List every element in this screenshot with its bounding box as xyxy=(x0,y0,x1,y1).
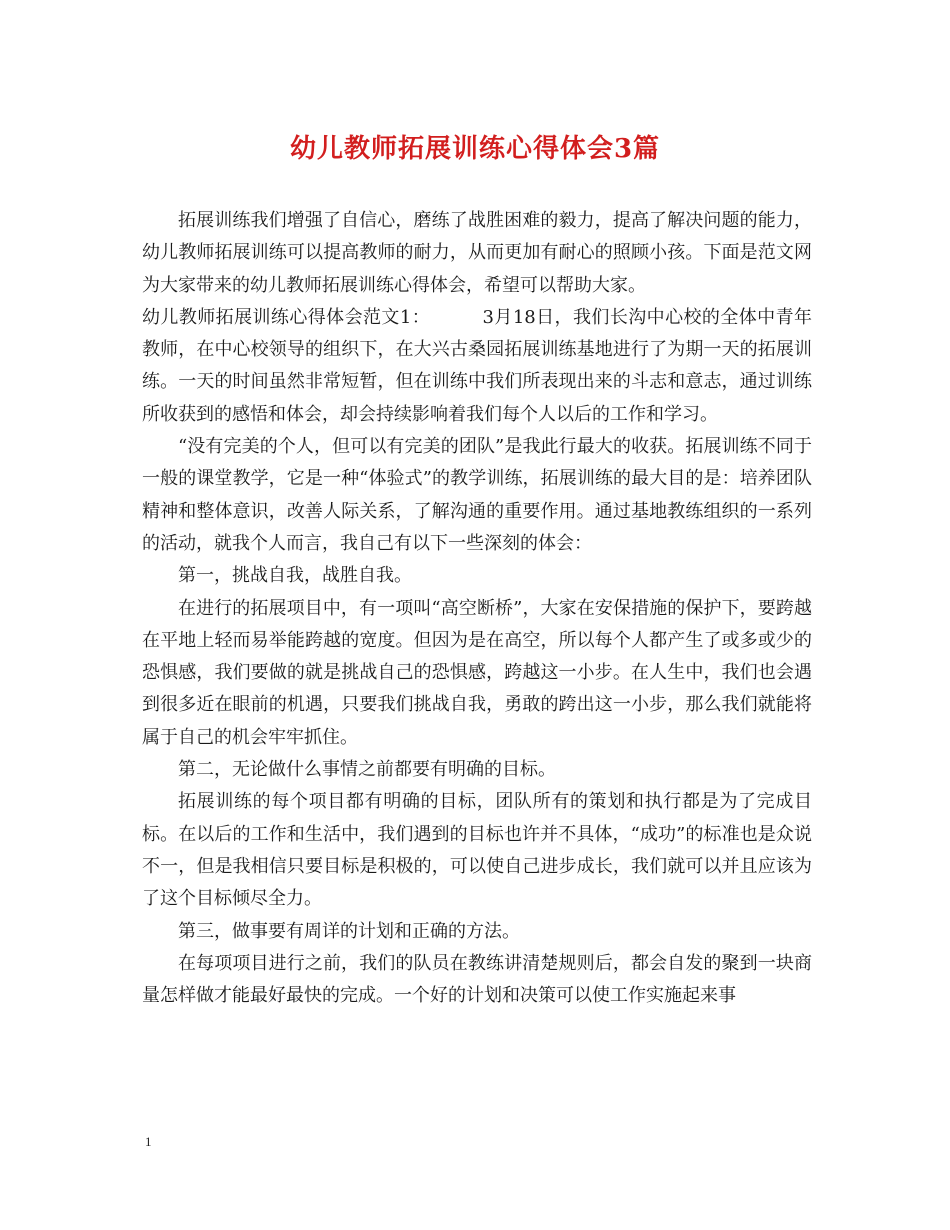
paragraph-4: 第一，挑战自我，战胜自我。 xyxy=(178,565,412,587)
paragraph-1: 拓展训练我们增强了自信心，磨练了战胜困难的毅力，提高了解决问题的能力，幼儿教师拓展训练可以提高教师的耐力，从而更加有耐心的照顾小孩。下面是范文网为大家带来的幼儿教师拓展训练心得体会，希望可以帮助大家。 xyxy=(142,210,812,296)
document-title: 幼儿教师拓展训练心得体会3篇 xyxy=(289,134,661,164)
paragraph-9: 在每项项目进行之前，我们的队员在教练讲清楚规则后，都会自发的聚到一块商量怎样做才能最好最快的完成。一个好的计划和决策可以使工作实施起来事 xyxy=(142,952,812,1007)
paragraph-5: 在进行的拓展项目中，有一项叫“高空断桥”，大家在安保措施的保护下，要跨越在平地上轻而易举能跨越的宽度。但因为是在高空，所以每个人都产生了或多或少的恐惧感，我们要做的就是挑战自己的恐惧感，跨越这一小步。在人生中，我们也会遇到很多近在眼前的机遇，只要我们挑战自我，勇敢的跨出这一小步，那么我们就能将属于自己的机会牢牢抓住。 xyxy=(142,597,812,748)
paragraph-2: 幼儿教师拓展训练心得体会范文1： 3月18日，我们长沟中心校的全体中青年教师，在中心校领导的组织下，在大兴古桑园拓展训练基地进行了为期一天的拓展训练。一天的时间虽然非常短暂，但在训练中我们所表现出来的斗志和意志，通过训练所收获到的感悟和体会，却会持续影响着我们每个人以后的工作和学习。 xyxy=(142,306,812,425)
paragraph-8: 第三，做事要有周详的计划和正确的方法。 xyxy=(178,920,520,942)
page-number: 1 xyxy=(145,1134,152,1149)
document-body xyxy=(142,205,812,1012)
paragraph-7: 拓展训练的每个项目都有明确的目标，团队所有的策划和执行都是为了完成目标。在以后的工作和生活中，我们遇到的目标也许并不具体，“成功”的标准也是众说不一，但是我相信只要目标是积极的，可以使自己进步成长，我们就可以并且应该为了这个目标倾尽全力。 xyxy=(142,791,812,910)
paragraph-6: 第二，无论做什么事情之前都要有明确的目标。 xyxy=(178,759,556,781)
paragraph-3: “没有完美的个人，但可以有完美的团队”是我此行最大的收获。拓展训练不同于一般的课堂教学，它是一种“体验式”的教学训练，拓展训练的最大目的是：培养团队精神和整体意识，改善人际关系，了解沟通的重要作用。通过基地教练组织的一系列的活动，就我个人而言，我自己有以下一些深刻的体会： xyxy=(142,436,812,554)
